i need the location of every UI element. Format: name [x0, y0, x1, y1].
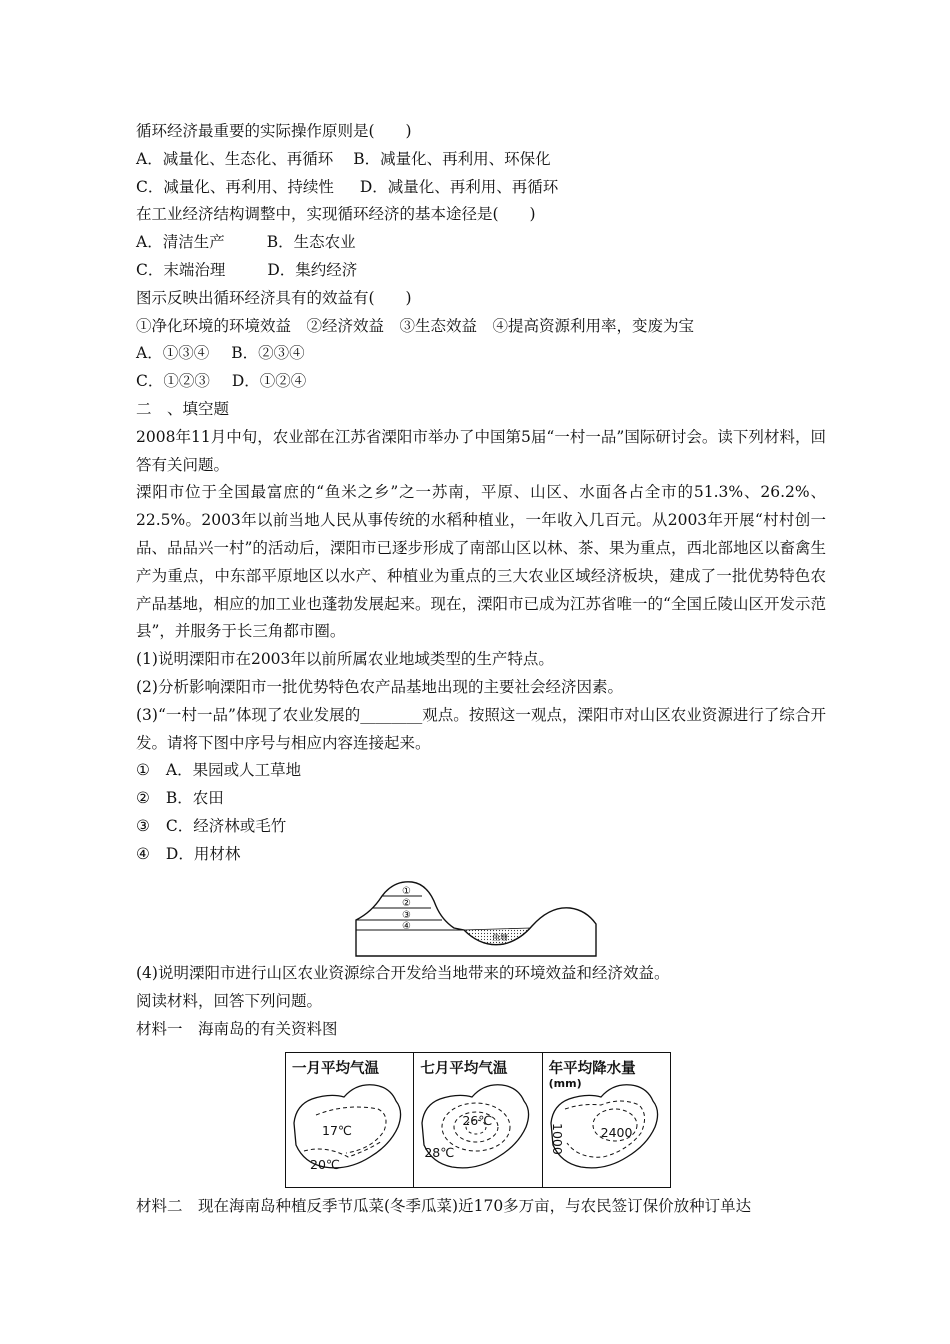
- match-item: ① A．果园或人工草地: [136, 761, 302, 780]
- diagram-label-1: ①: [402, 886, 411, 897]
- q1-option-b: B．减量化、再利用、环保化: [353, 149, 551, 168]
- island-outline-svg: [286, 1053, 413, 1185]
- match-item: ③ C．经济林或毛竹: [136, 816, 287, 835]
- hainan-maps-figure: [285, 1052, 671, 1188]
- fill2-material-2: 材料二 现在海南岛种植反季节瓜菜(冬季瓜菜)近170多万亩，与农民签订保价放种订单达: [136, 1197, 752, 1215]
- fill1-continued: [136, 960, 826, 1043]
- map-label: 26℃: [462, 1113, 493, 1128]
- q2-option-a: A．清洁生产: [136, 233, 225, 252]
- island-outline-svg: [543, 1053, 670, 1185]
- q2-option-c: C．末端治理: [136, 260, 226, 279]
- map-label: 2400: [600, 1125, 633, 1140]
- mountain-profile-diagram: [354, 878, 598, 960]
- q1-option-a: A．减量化、生态化、再循环: [136, 149, 334, 168]
- q1-options-ab: [136, 146, 826, 174]
- map-january-temperature: [286, 1053, 414, 1187]
- q1-stem: 循环经济最重要的实际操作原则是( ): [136, 122, 412, 140]
- match-item: ② B．农田: [136, 789, 224, 808]
- q2-stem: 在工业经济结构调整中，实现循环经济的基本途径是( ): [136, 205, 536, 224]
- diagram-label-3: ③: [402, 910, 411, 921]
- fill1-intro: 2008年11月中旬，农业部在江苏省溧阳市举办了中国第5届“一村一品”国际研讨会。读下列材料，回答有关问题。: [136, 427, 826, 474]
- map-title: 七月平均气温: [420, 1061, 508, 1077]
- diagram-label-2: ②: [402, 898, 411, 909]
- q3-stem: 图示反映出循环经济具有的效益有( ): [136, 288, 412, 307]
- section-title: 二 、填空题: [136, 399, 230, 418]
- mountain-profile-svg: [354, 878, 598, 960]
- fill1-question-1: (1)说明溧阳市在2003年以前所属农业地域类型的生产特点。: [136, 650, 554, 669]
- diagram-label-4: ④: [402, 921, 411, 932]
- q2-options-ab: [136, 229, 826, 257]
- q2-option-d: D．集约经济: [267, 260, 358, 279]
- q3-option-d: D．①②④: [231, 372, 307, 391]
- fill1-question-3: (3)“一村一品”体现了农业发展的________观点。按照这一观点，溧阳市对山区农业资源进行了综合开发。请将下图中序号与相应内容连接起来。: [136, 705, 826, 752]
- match-item: ④ D．用材林: [136, 844, 241, 863]
- document-body: [136, 118, 826, 869]
- fill1-question-2: (2)分析影响溧阳市一批优势特色农产品基地出现的主要社会经济因素。: [136, 677, 623, 696]
- fill2-intro: 阅读材料，回答下列问题。: [136, 991, 323, 1010]
- diagram-pond-label: 鱼塘: [492, 933, 508, 942]
- q1-option-c: C．减量化、再利用、持续性: [136, 177, 334, 196]
- map-label: 17℃: [322, 1123, 352, 1138]
- map-title: 年平均降水量: [548, 1061, 636, 1077]
- q1-options-cd: [136, 174, 826, 202]
- map-label: 20℃: [310, 1157, 340, 1172]
- fill2-material-1: 材料一 海南岛的有关资料图: [136, 1019, 338, 1038]
- map-title: 一月平均气温: [292, 1061, 379, 1077]
- map-label: 28℃: [424, 1145, 455, 1160]
- q3-option-c: C．①②③: [136, 372, 210, 391]
- q2-options-cd: [136, 257, 826, 285]
- q3-options-cd: [136, 368, 826, 396]
- map-unit: (mm): [548, 1077, 582, 1090]
- q1-option-d: D．减量化、再利用、再循环: [359, 177, 559, 196]
- map-july-temperature: [414, 1053, 542, 1187]
- fill2-continued: [136, 1193, 751, 1221]
- map-label: 1000: [549, 1123, 565, 1155]
- q3-option-a: A．①③④: [136, 344, 210, 363]
- q3-items: ①净化环境的环境效益 ②经济效益 ③生态效益 ④提高资源利用率，变废为宝: [136, 316, 695, 335]
- q3-options-ab: [136, 340, 826, 368]
- fill1-material: 溧阳市位于全国最富庶的“鱼米之乡”之一苏南，平原、山区、水面各占全市的51.3%、26.2%、22.5%。2003年以前当地人民从事传统的水稻种植业，一年收入几百元。从2003年开展“村村创一品、品品兴一村”的活动后，溧阳市已逐步形成了南部山区以林、茶、果为重点，西北部地区以畜禽生产为重点，中东部平原地区以水产、种植业为重点的三大农业区域经济板块，建成了一批优势特色农产品基地，相应的加工业也蓬勃发展起来。现在，溧阳市已成为江苏省唯一的“全国丘陵山区开发示范县”，并服务于长三角都市圈。: [136, 483, 826, 641]
- fill1-question-4: (4)说明溧阳市进行山区农业资源综合开发给当地带来的环境效益和经济效益。: [136, 964, 670, 982]
- q2-option-b: B．生态农业: [266, 233, 356, 252]
- q3-option-b: B．②③④: [231, 344, 305, 363]
- map-annual-precipitation: [543, 1053, 670, 1187]
